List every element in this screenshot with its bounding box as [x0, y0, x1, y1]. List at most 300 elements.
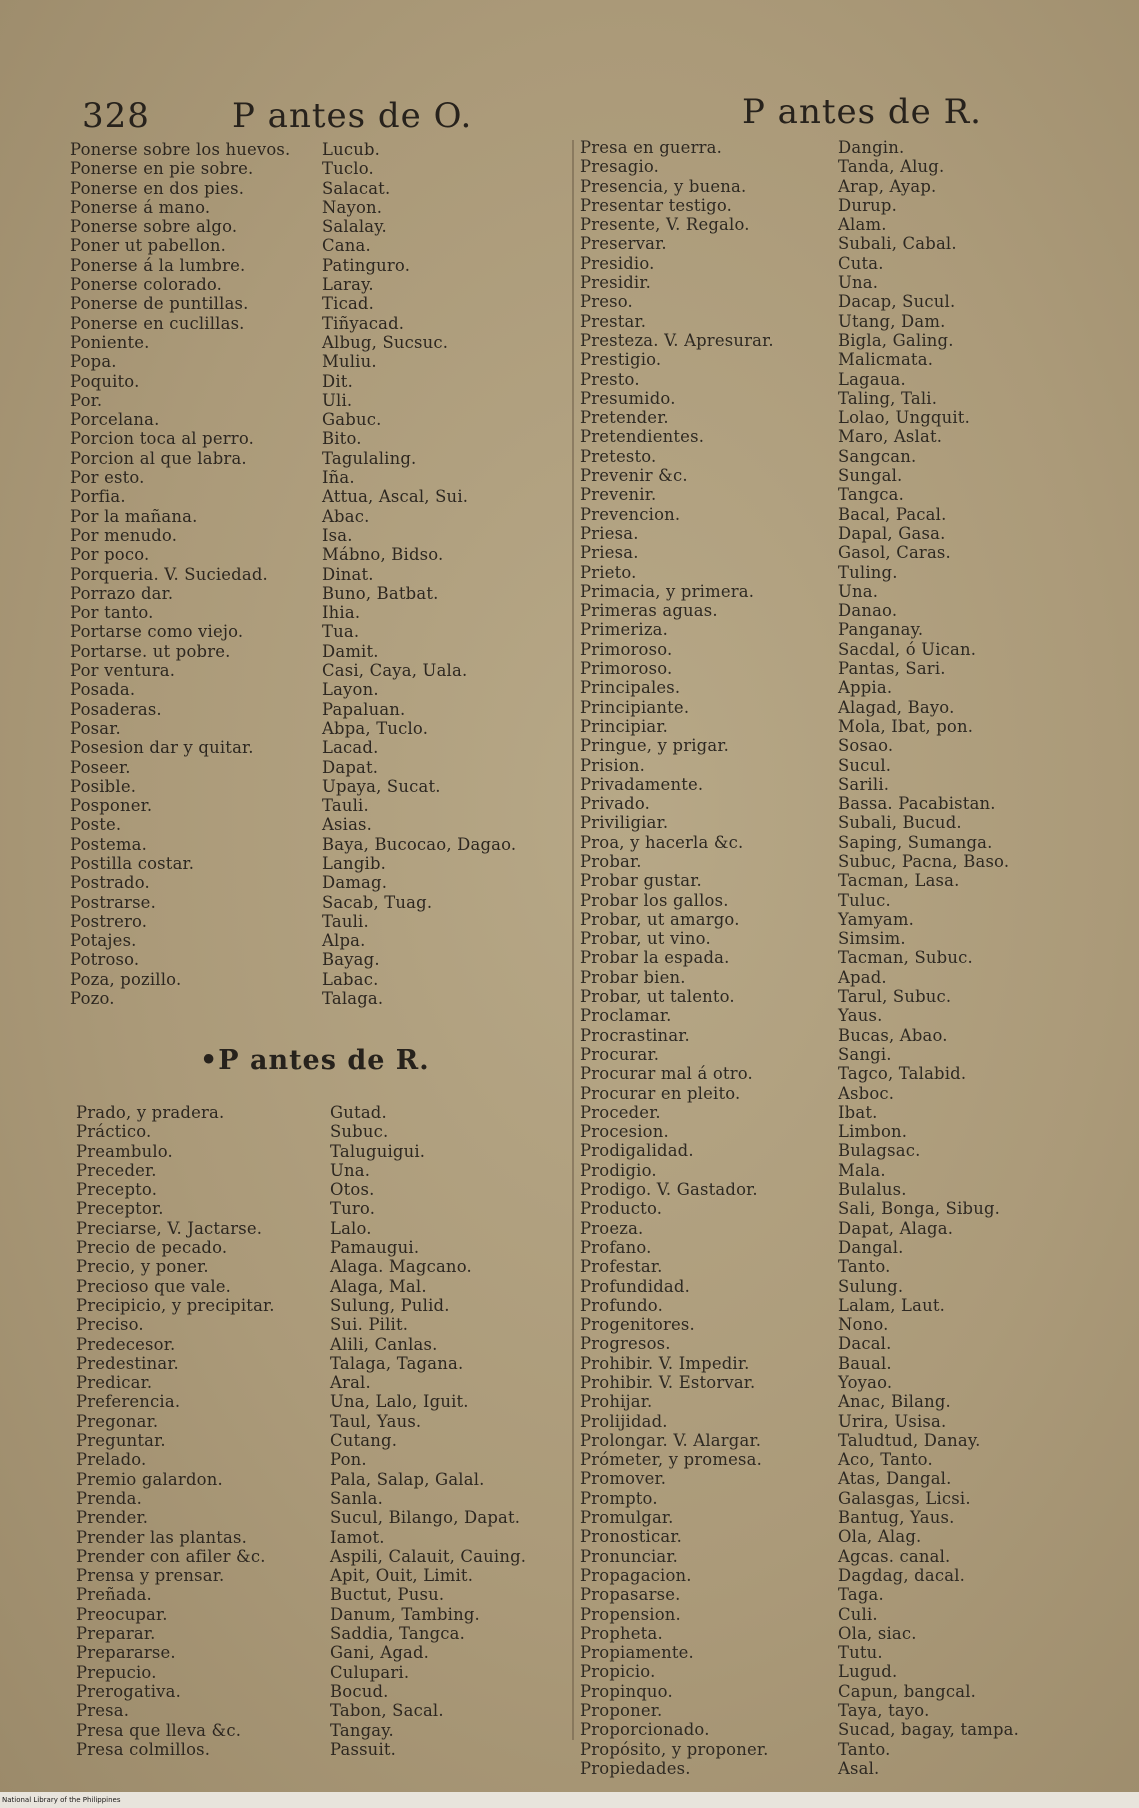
dictionary-entry	[76, 1142, 576, 1161]
entry-term: Prision.	[580, 755, 645, 775]
dictionary-entry	[76, 1180, 576, 1199]
entry-translation: Talaga.	[322, 989, 384, 1009]
dictionary-entry	[70, 700, 520, 719]
entry-translation: Aspili, Calauit, Cauing.	[330, 1546, 527, 1566]
dictionary-entry	[580, 1199, 1120, 1218]
dictionary-entry	[580, 813, 1120, 832]
dictionary-entry	[580, 871, 1120, 890]
entry-term: Presencia, y buena.	[580, 176, 747, 196]
entry-term: Poquito.	[70, 371, 140, 391]
dictionary-entry	[70, 719, 520, 738]
entry-term: Precio de pecado.	[76, 1238, 228, 1258]
entry-translation: Tagulaling.	[322, 448, 417, 468]
column-rule	[572, 140, 574, 1740]
dictionary-entry	[580, 1257, 1120, 1276]
entry-term: Posada.	[70, 680, 136, 700]
entry-translation: Anac, Bilang.	[838, 1392, 951, 1412]
entry-term: Prodigalidad.	[580, 1141, 694, 1161]
entry-translation: Tanto.	[838, 1739, 891, 1759]
entry-term: Proponer.	[580, 1701, 663, 1721]
dictionary-entry	[580, 1392, 1120, 1411]
dictionary-entry	[76, 1605, 576, 1624]
entry-term: Presteza. V. Apresurar.	[580, 330, 774, 350]
entry-translation: Buno, Batbat.	[322, 583, 439, 603]
dictionary-entry	[580, 1566, 1120, 1585]
entry-translation: Limbon.	[838, 1122, 908, 1142]
entry-translation: Bantug, Yaus.	[838, 1508, 955, 1528]
entry-translation: Talaga, Tagana.	[330, 1353, 464, 1373]
dictionary-entry	[70, 468, 520, 487]
dictionary-entry	[580, 891, 1120, 910]
dictionary-entry	[580, 350, 1120, 369]
entry-term: Probar bien.	[580, 967, 686, 987]
dictionary-entry	[580, 1122, 1120, 1141]
entry-translation: Una, Lalo, Iguit.	[330, 1392, 469, 1412]
dictionary-entry	[76, 1470, 576, 1489]
entry-translation: Mola, Ibat, pon.	[838, 716, 974, 736]
dictionary-entry	[76, 1103, 576, 1122]
entry-translation: Tuluc.	[838, 890, 891, 910]
entry-term: Pronunciar.	[580, 1546, 679, 1566]
dictionary-entry	[76, 1643, 576, 1662]
entry-term: Ponerse á la lumbre.	[70, 255, 246, 275]
dictionary-entry	[70, 410, 520, 429]
entry-term: Prestar.	[580, 311, 647, 331]
dictionary-entry	[70, 603, 520, 622]
entry-translation: Utang, Dam.	[838, 311, 946, 331]
dictionary-entry	[76, 1373, 576, 1392]
entry-translation: Sucul.	[838, 755, 892, 775]
dictionary-entry	[76, 1528, 576, 1547]
entry-translation: Damit.	[322, 641, 379, 661]
entry-translation: Tutu.	[838, 1643, 883, 1663]
dictionary-entry	[580, 1064, 1120, 1083]
dictionary-entry	[580, 1373, 1120, 1392]
dictionary-entry	[580, 1585, 1120, 1604]
entry-term: Prevencion.	[580, 504, 681, 524]
dictionary-entry	[70, 217, 520, 236]
dictionary-entry	[76, 1296, 576, 1315]
entry-term: Privadamente.	[580, 774, 704, 794]
dictionary-entry	[70, 893, 520, 912]
entry-term: Porqueria. V. Suciedad.	[70, 564, 268, 584]
entry-translation: Appia.	[838, 678, 893, 698]
entry-translation: Salacat.	[322, 178, 391, 198]
dictionary-entry	[580, 312, 1120, 331]
entry-translation: Gutad.	[330, 1103, 387, 1122]
entry-term: Poniente.	[70, 332, 150, 352]
entry-term: Porcion al que labra.	[70, 448, 247, 468]
dictionary-entry	[580, 1740, 1120, 1759]
entry-translation: Lolao, Ungquit.	[838, 408, 971, 428]
entry-translation: Baual.	[838, 1353, 892, 1373]
dictionary-entry	[70, 873, 520, 892]
entry-translation: Dangin.	[838, 138, 905, 157]
entry-translation: Gabuc.	[322, 410, 382, 430]
entry-translation: Dapal, Gasa.	[838, 523, 946, 543]
entry-translation: Taluguigui.	[330, 1141, 426, 1161]
entry-term: Preservar.	[580, 234, 667, 254]
entry-translation: Pamaugui.	[330, 1238, 420, 1258]
dictionary-entry	[70, 854, 520, 873]
entry-translation: Durup.	[838, 195, 897, 215]
entry-translation: Sucad, bagay, tampa.	[838, 1720, 1020, 1740]
entry-translation: Cana.	[322, 236, 371, 256]
entry-term: Ponerse en dos pies.	[70, 178, 245, 198]
dictionary-entry	[76, 1238, 576, 1257]
entry-term: Producto.	[580, 1199, 663, 1219]
entry-translation: Tacman, Lasa.	[838, 871, 960, 891]
entry-term: Probar gustar.	[580, 871, 702, 891]
entry-term: Precioso que vale.	[76, 1276, 232, 1296]
entry-translation: Dagdag, dacal.	[838, 1565, 966, 1585]
entry-list-right	[580, 138, 1120, 1778]
dictionary-entry	[76, 1412, 576, 1431]
entry-translation: Dacap, Sucul.	[838, 292, 956, 312]
entry-translation: Labac.	[322, 969, 379, 989]
entry-term: Prenda.	[76, 1488, 142, 1508]
entry-term: Preguntar.	[76, 1431, 166, 1451]
dictionary-entry	[70, 950, 520, 969]
section-heading-p-antes-de-r-left: •P antes de R.	[200, 1045, 430, 1076]
dictionary-entry	[580, 254, 1120, 273]
dictionary-entry	[70, 507, 520, 526]
entry-term: Probar.	[580, 851, 642, 871]
entry-term: Presa en guerra.	[580, 138, 723, 157]
dictionary-entry	[70, 931, 520, 950]
entry-term: Prender las plantas.	[76, 1527, 248, 1547]
entry-translation: Asal.	[838, 1758, 880, 1778]
entry-translation: Passuit.	[330, 1739, 397, 1759]
dictionary-entry	[70, 989, 520, 1008]
entry-translation: Tuclo.	[322, 159, 374, 179]
entry-translation: Maro, Aslat.	[838, 427, 943, 447]
entry-term: Progresos.	[580, 1334, 671, 1354]
dictionary-entry	[76, 1199, 576, 1218]
entry-translation: Bigla, Galing.	[838, 330, 954, 350]
entry-term: Portarse como viejo.	[70, 622, 244, 642]
entry-translation: Yaus.	[838, 1006, 883, 1026]
entry-translation: Dapat.	[322, 757, 379, 777]
entry-translation: Lalo.	[330, 1218, 372, 1238]
dictionary-entry	[580, 1277, 1120, 1296]
entry-term: Presto.	[580, 369, 640, 389]
entry-translation: Dangal.	[838, 1237, 904, 1257]
entry-translation: Baya, Bucocao, Dagao.	[322, 834, 517, 854]
entry-translation: Dapat, Alaga.	[838, 1218, 954, 1238]
entry-term: Por.	[70, 390, 103, 410]
entry-translation: Dinat.	[322, 564, 374, 584]
entry-translation: Tangca.	[838, 485, 905, 505]
entry-translation: Nayon.	[322, 197, 383, 217]
entry-translation: Pala, Salap, Galal.	[330, 1469, 485, 1489]
entry-translation: Danum, Tambing.	[330, 1604, 480, 1624]
entry-translation: Buctut, Pusu.	[330, 1585, 445, 1605]
dictionary-entry	[580, 1084, 1120, 1103]
dictionary-entry	[580, 659, 1120, 678]
entry-term: Presa.	[76, 1701, 130, 1721]
entry-term: Posesion dar y quitar.	[70, 738, 254, 758]
dictionary-entry	[580, 273, 1120, 292]
dictionary-entry	[580, 370, 1120, 389]
entry-term: Priesa.	[580, 543, 639, 563]
entry-term: Prómeter, y promesa.	[580, 1450, 763, 1470]
entry-translation: Galasgas, Licsi.	[838, 1488, 971, 1508]
entry-term: Precio, y poner.	[76, 1257, 209, 1277]
entry-term: Primeras aguas.	[580, 601, 718, 621]
entry-translation: Una.	[838, 273, 879, 293]
entry-term: Poner ut pabellon.	[70, 236, 227, 256]
entry-term: Progenitores.	[580, 1315, 695, 1335]
dictionary-entry	[70, 140, 520, 159]
entry-term: Práctico.	[76, 1122, 152, 1142]
entry-term: Promover.	[580, 1469, 667, 1489]
entry-translation: Abpa, Tuclo.	[322, 718, 429, 738]
entry-term: Propiedades.	[580, 1758, 691, 1778]
entry-term: Pretender.	[580, 408, 669, 428]
dictionary-entry	[70, 545, 520, 564]
entry-term: Pozo.	[70, 989, 115, 1009]
dictionary-entry	[580, 1180, 1120, 1199]
dictionary-entry	[580, 620, 1120, 639]
section-heading-p-antes-de-r-right: P antes de R.	[742, 92, 982, 132]
dictionary-entry	[580, 736, 1120, 755]
entry-term: Principiar.	[580, 716, 669, 736]
page-number: 328	[82, 96, 150, 136]
entry-term: Primeriza.	[580, 620, 669, 640]
dictionary-entry	[580, 543, 1120, 562]
dictionary-entry	[580, 466, 1120, 485]
entry-term: Profundo.	[580, 1295, 663, 1315]
entry-term: Postrero.	[70, 911, 148, 931]
dictionary-entry	[70, 815, 520, 834]
entry-term: Preambulo.	[76, 1141, 173, 1161]
entry-translation: Culi.	[838, 1604, 878, 1624]
entry-translation: Saddia, Tangca.	[330, 1624, 466, 1644]
entry-term: Postema.	[70, 834, 148, 854]
dictionary-entry	[580, 485, 1120, 504]
entry-term: Ponerse sobre los huevos.	[70, 140, 291, 159]
dictionary-entry	[70, 738, 520, 757]
entry-translation: Sangi.	[838, 1044, 892, 1064]
entry-translation: Culupari.	[330, 1662, 410, 1682]
entry-translation: Damag.	[322, 873, 388, 893]
dictionary-entry	[70, 758, 520, 777]
dictionary-entry	[70, 642, 520, 661]
entry-term: Porcion toca al perro.	[70, 429, 255, 449]
entry-term: Prevenir.	[580, 485, 657, 505]
entry-translation: Laray.	[322, 275, 374, 295]
entry-translation: Tagco, Talabid.	[838, 1064, 967, 1084]
entry-translation: Lugud.	[838, 1662, 898, 1682]
entry-term: Prodigio.	[580, 1160, 657, 1180]
entry-translation: Tanto.	[838, 1257, 891, 1277]
entry-term: Prohibir. V. Estorvar.	[580, 1373, 756, 1392]
entry-term: Proporcionado.	[580, 1720, 710, 1740]
entry-term: Presagio.	[580, 157, 660, 177]
entry-translation: Lagaua.	[838, 369, 906, 389]
entry-term: Ponerse á mano.	[70, 197, 211, 217]
entry-translation: Alaga. Magcano.	[330, 1257, 472, 1277]
entry-term: Preferencia.	[76, 1392, 181, 1412]
entry-translation: Malicmata.	[838, 350, 934, 370]
entry-term: Proa, y hacerla &c.	[580, 832, 744, 852]
entry-term: Presidir.	[580, 273, 651, 293]
dictionary-entry	[580, 794, 1120, 813]
entry-term: Posponer.	[70, 796, 153, 816]
entry-translation: Upaya, Sucat.	[322, 776, 441, 796]
dictionary-entry	[580, 331, 1120, 350]
entry-translation: Alagad, Bayo.	[838, 697, 955, 717]
entry-term: Popa.	[70, 352, 117, 372]
entry-term: Probar, ut vino.	[580, 929, 711, 949]
dictionary-entry	[70, 391, 520, 410]
entry-translation: Alam.	[838, 215, 887, 235]
entry-term: Propheta.	[580, 1623, 663, 1643]
dictionary-entry	[76, 1315, 576, 1334]
entry-term: Ponerse en pie sobre.	[70, 159, 254, 179]
entry-term: Prender con afiler &c.	[76, 1546, 266, 1566]
entry-translation: Tua.	[322, 622, 360, 642]
dictionary-entry	[580, 408, 1120, 427]
dictionary-entry	[76, 1431, 576, 1450]
dictionary-entry	[76, 1585, 576, 1604]
entry-translation: Saping, Sumanga.	[838, 832, 993, 852]
entry-translation: Lalam, Laut.	[838, 1295, 946, 1315]
dictionary-entry	[70, 487, 520, 506]
entry-term: Por ventura.	[70, 661, 176, 681]
dictionary-entry	[70, 294, 520, 313]
entry-term: Procrastinar.	[580, 1025, 690, 1045]
entry-term: Principales.	[580, 678, 681, 698]
dictionary-entry	[580, 1296, 1120, 1315]
entry-translation: Asias.	[322, 815, 373, 835]
entry-term: Precipicio, y precipitar.	[76, 1295, 275, 1315]
entry-translation: Subali, Bucud.	[838, 813, 962, 833]
dictionary-entry	[76, 1257, 576, 1276]
dictionary-entry	[76, 1161, 576, 1180]
dictionary-entry	[580, 1720, 1120, 1739]
footer-credit: National Library of the Philippines	[2, 1796, 121, 1804]
entry-term: Posaderas.	[70, 699, 162, 719]
entry-term: Postilla costar.	[70, 853, 195, 873]
entry-term: Privado.	[580, 794, 651, 814]
entry-term: Prepucio.	[76, 1662, 157, 1682]
dictionary-entry	[580, 1489, 1120, 1508]
entry-translation: Sulung.	[838, 1276, 904, 1296]
dictionary-entry	[580, 1045, 1120, 1064]
dictionary-entry	[580, 447, 1120, 466]
entry-translation: Ola, Alag.	[838, 1527, 922, 1547]
entry-term: Predecesor.	[76, 1334, 176, 1354]
dictionary-entry	[76, 1219, 576, 1238]
entry-translation: Sanla.	[330, 1488, 383, 1508]
entry-term: Prohijar.	[580, 1392, 653, 1412]
dictionary-entry	[580, 1354, 1120, 1373]
dictionary-entry	[70, 159, 520, 178]
entry-translation: Agcas. canal.	[838, 1546, 951, 1566]
entry-term: Preciarse, V. Jactarse.	[76, 1218, 263, 1238]
dictionary-entry	[76, 1740, 576, 1759]
dictionary-entry	[580, 1759, 1120, 1778]
entry-translation: Asboc.	[838, 1083, 895, 1103]
dictionary-entry	[70, 275, 520, 294]
dictionary-entry	[70, 680, 520, 699]
dictionary-entry	[76, 1122, 576, 1141]
entry-translation: Pon.	[330, 1450, 367, 1470]
entry-translation: Cutang.	[330, 1431, 398, 1451]
dictionary-entry	[70, 565, 520, 584]
entry-list-left-top	[70, 140, 520, 1008]
entry-term: Profano.	[580, 1237, 652, 1257]
entry-translation: Abac.	[322, 506, 370, 526]
entry-translation: Tauli.	[322, 911, 369, 931]
dictionary-entry	[70, 796, 520, 815]
dictionary-entry	[76, 1335, 576, 1354]
dictionary-entry	[580, 1450, 1120, 1469]
dictionary-entry	[580, 234, 1120, 253]
entry-translation: Layon.	[322, 680, 379, 700]
entry-translation: Uli.	[322, 390, 353, 410]
dictionary-entry	[580, 987, 1120, 1006]
entry-translation: Tanda, Alug.	[838, 157, 945, 177]
dictionary-entry	[580, 292, 1120, 311]
entry-term: Pretesto.	[580, 446, 657, 466]
entry-term: Prelado.	[76, 1450, 147, 1470]
entry-translation: Ihia.	[322, 603, 361, 623]
entry-translation: Yamyam.	[838, 909, 915, 929]
dictionary-entry	[76, 1566, 576, 1585]
dictionary-entry	[70, 179, 520, 198]
dictionary-entry	[70, 449, 520, 468]
dictionary-entry	[580, 1605, 1120, 1624]
entry-term: Porrazo dar.	[70, 583, 174, 603]
entry-term: Prompto.	[580, 1488, 658, 1508]
entry-translation: Una.	[838, 581, 879, 601]
dictionary-entry	[580, 524, 1120, 543]
entry-term: Preciso.	[76, 1315, 144, 1335]
entry-term: Primoroso.	[580, 659, 673, 679]
dictionary-entry	[580, 582, 1120, 601]
dictionary-entry	[580, 1103, 1120, 1122]
entry-translation: Langib.	[322, 853, 387, 873]
entry-translation: Ola, siac.	[838, 1623, 917, 1643]
dictionary-entry	[580, 756, 1120, 775]
entry-term: Preso.	[580, 292, 633, 312]
entry-translation: Lacad.	[322, 738, 379, 758]
dictionary-entry	[580, 1238, 1120, 1257]
entry-term: Poza, pozillo.	[70, 969, 182, 989]
entry-term: Preñada.	[76, 1585, 152, 1605]
dictionary-entry	[580, 1643, 1120, 1662]
entry-translation: Simsim.	[838, 929, 906, 949]
entry-translation: Bacal, Pacal.	[838, 504, 947, 524]
entry-term: Propósito, y proponer.	[580, 1739, 769, 1759]
entry-translation: Yoyao.	[838, 1373, 893, 1392]
dictionary-entry	[580, 389, 1120, 408]
entry-translation: Sarili.	[838, 774, 890, 794]
dictionary-entry	[70, 912, 520, 931]
entry-term: Por la mañana.	[70, 506, 198, 526]
entry-translation: Turo.	[330, 1199, 376, 1219]
entry-translation: Sacdal, ó Uican.	[838, 639, 977, 659]
dictionary-entry	[70, 661, 520, 680]
entry-term: Precepto.	[76, 1180, 158, 1200]
entry-list-left-bottom	[76, 1103, 576, 1759]
entry-term: Procurar.	[580, 1044, 660, 1064]
entry-term: Prodigo. V. Gastador.	[580, 1180, 758, 1200]
entry-term: Proclamar.	[580, 1006, 672, 1026]
